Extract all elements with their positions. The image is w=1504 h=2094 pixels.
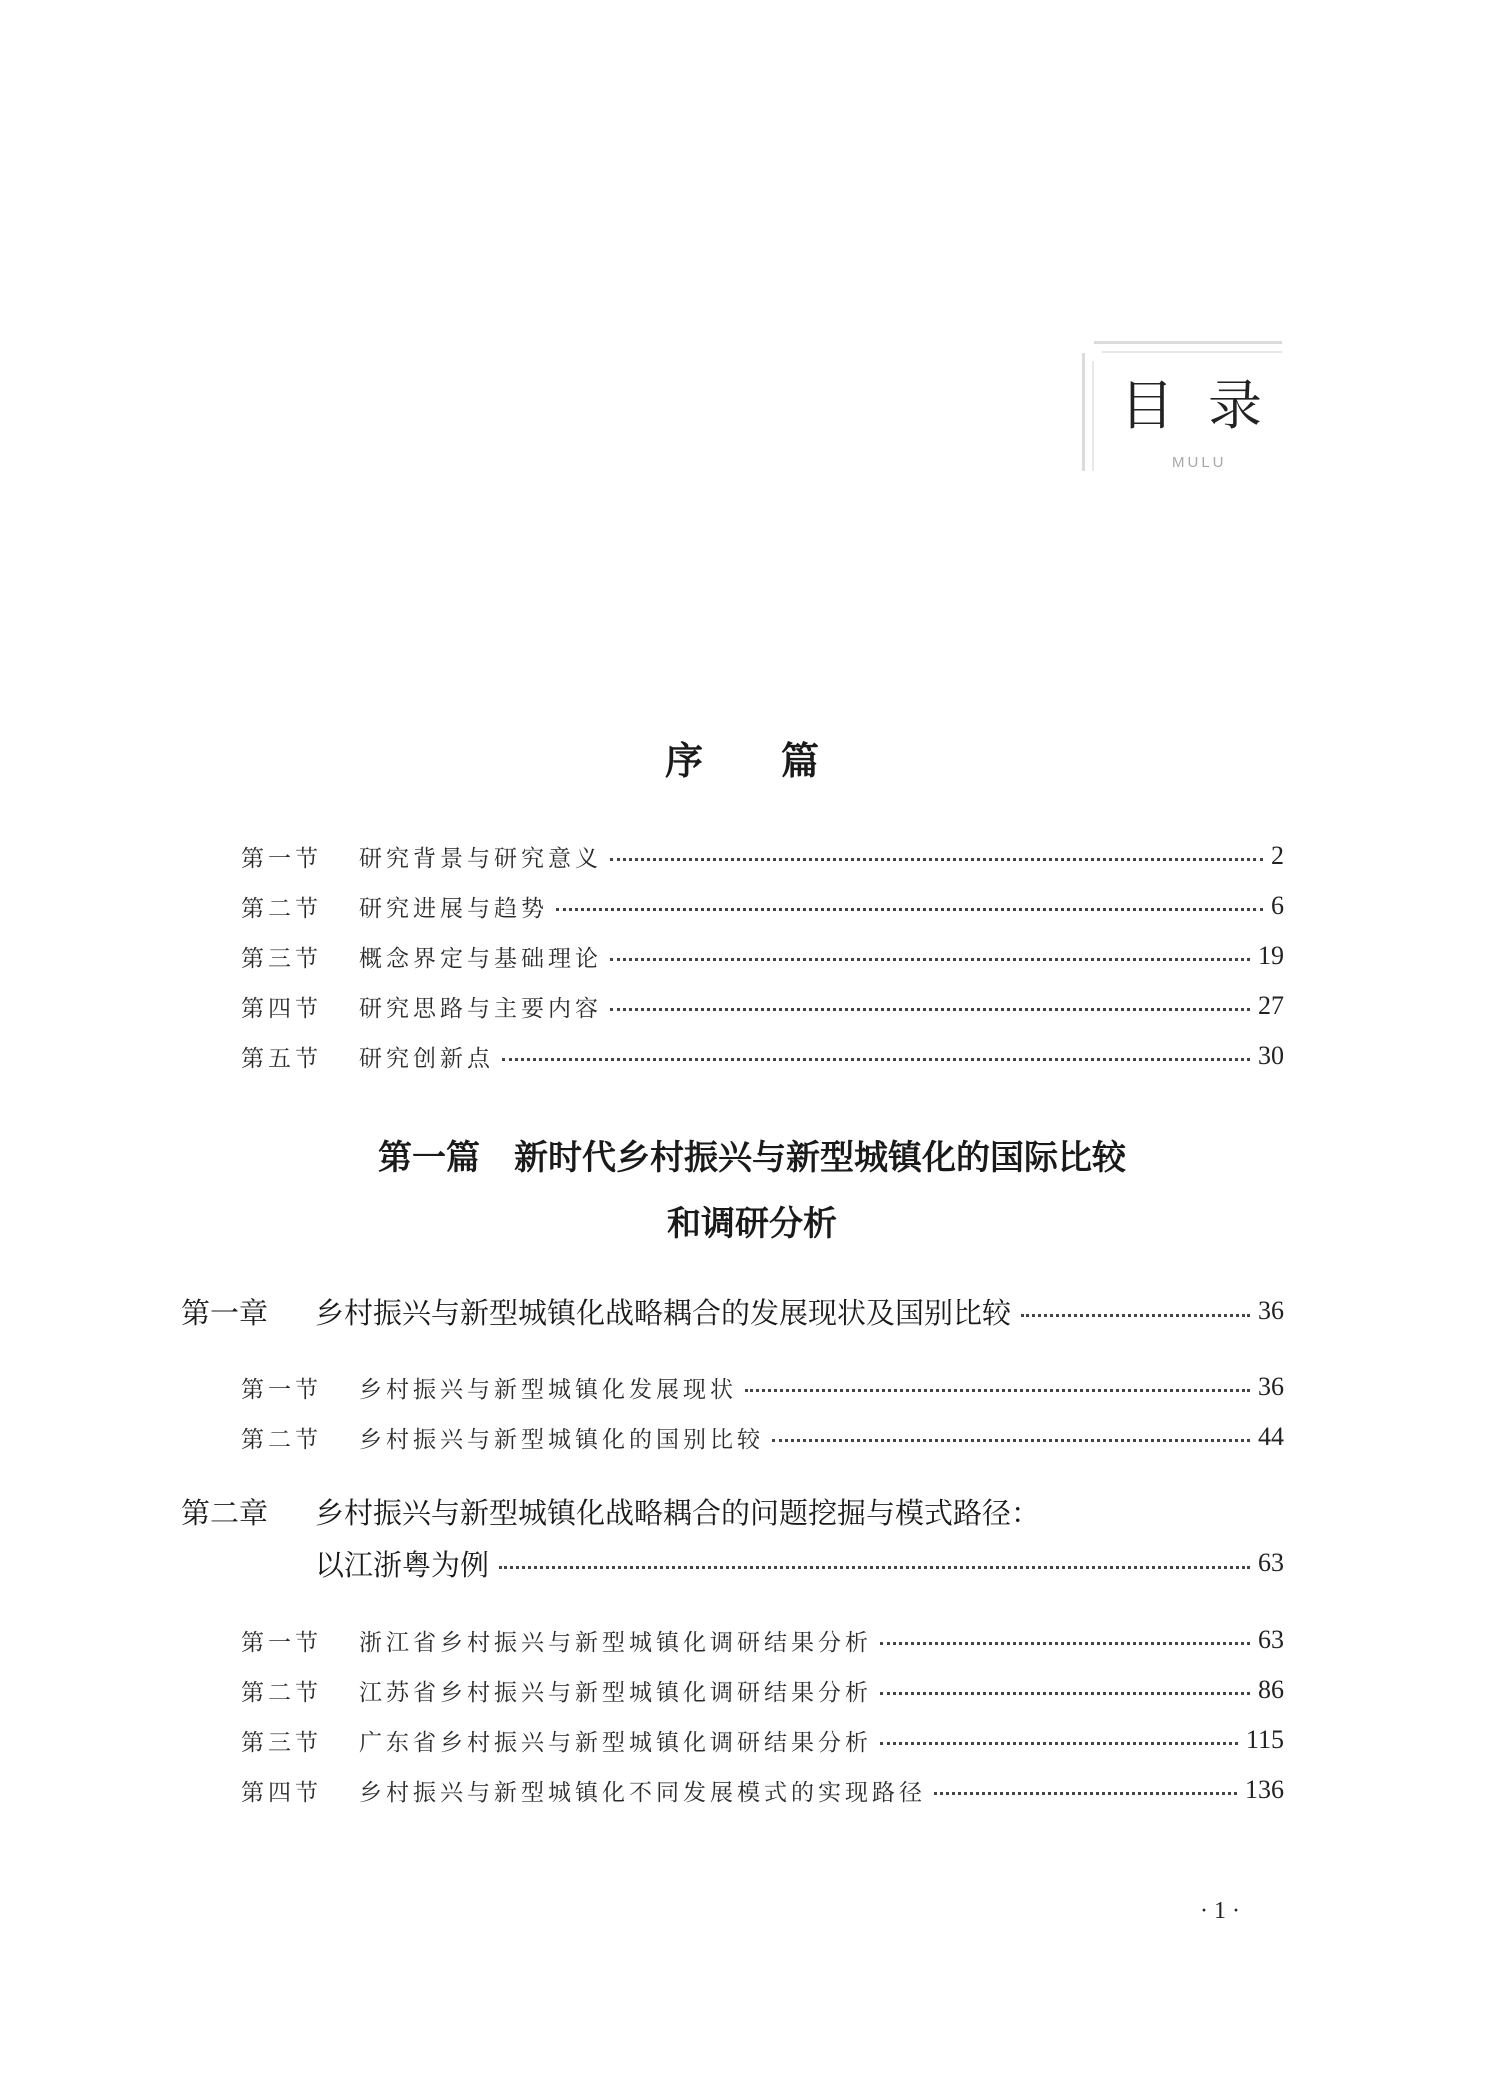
section-title: 概念界定与基础理论 xyxy=(359,945,602,972)
section-number: 第四节 xyxy=(241,1779,322,1806)
page-number: 27 xyxy=(1258,991,1284,1020)
footer-page-number: · 1 · xyxy=(1200,1898,1240,1924)
page-number: 19 xyxy=(1258,941,1284,970)
toc-entry[interactable] xyxy=(241,1670,1284,1710)
chapter-title: 乡村振兴与新型城镇化战略耦合的问题挖掘与模式路径： xyxy=(315,1495,1041,1530)
chapter-title-continued: 以江浙粤为例 xyxy=(315,1547,490,1582)
section-number: 第一节 xyxy=(241,1629,322,1656)
section-title: 江苏省乡村振兴与新型城镇化调研结果分析 xyxy=(359,1679,872,1706)
section-title: 浙江省乡村振兴与新型城镇化调研结果分析 xyxy=(359,1629,872,1656)
toc-entry[interactable] xyxy=(241,1770,1284,1810)
page-subtitle: MULU xyxy=(1172,454,1227,471)
page-number: 30 xyxy=(1258,1041,1284,1070)
page-number: 36 xyxy=(1258,1296,1284,1325)
part-title-line1: 第一篇 新时代乡村振兴与新型城镇化的国际比较 xyxy=(378,1138,1126,1178)
section-number: 第一节 xyxy=(241,1376,322,1403)
dot-leader xyxy=(610,958,1250,961)
section-title: 研究思路与主要内容 xyxy=(359,995,602,1022)
prologue-title: 序 篇 xyxy=(664,739,839,783)
chapter-entry-line2[interactable] xyxy=(315,1540,1284,1586)
header-frame-inner-top xyxy=(1102,351,1282,353)
dot-leader xyxy=(880,1642,1250,1645)
section-title: 乡村振兴与新型城镇化不同发展模式的实现路径 xyxy=(359,1779,926,1806)
page-number: 136 xyxy=(1245,1775,1284,1804)
dot-leader xyxy=(934,1792,1237,1795)
dot-leader xyxy=(502,1058,1250,1061)
page-title: 目录 xyxy=(1120,374,1296,437)
section-number: 第二节 xyxy=(241,895,322,922)
dot-leader xyxy=(556,908,1263,911)
page-number: 115 xyxy=(1245,1725,1284,1754)
section-number: 第二节 xyxy=(241,1426,322,1453)
section-title: 研究创新点 xyxy=(359,1045,494,1072)
section-title: 研究背景与研究意义 xyxy=(359,845,602,872)
toc-entry[interactable] xyxy=(241,1036,1284,1076)
toc-entry[interactable] xyxy=(241,1620,1284,1660)
section-number: 第四节 xyxy=(241,995,322,1022)
dot-leader xyxy=(880,1742,1238,1745)
header-frame-top xyxy=(1094,341,1282,344)
dot-leader xyxy=(499,1566,1250,1569)
dot-leader xyxy=(610,1008,1250,1011)
section-title: 乡村振兴与新型城镇化发展现状 xyxy=(359,1376,737,1403)
dot-leader xyxy=(745,1389,1250,1392)
part-title-line2: 和调研分析 xyxy=(667,1204,837,1244)
header-frame-inner-left xyxy=(1092,361,1094,471)
toc-header xyxy=(1082,341,1296,471)
toc-entry[interactable] xyxy=(241,986,1284,1026)
page-number: 2 xyxy=(1271,841,1284,870)
header-frame-left xyxy=(1082,353,1085,471)
toc-entry[interactable] xyxy=(241,886,1284,926)
section-number: 第三节 xyxy=(241,1729,322,1756)
section-title: 广东省乡村振兴与新型城镇化调研结果分析 xyxy=(359,1729,872,1756)
chapter-number: 第二章 xyxy=(181,1495,269,1530)
page-number: 63 xyxy=(1258,1625,1284,1654)
chapter-number: 第一章 xyxy=(181,1295,269,1330)
chapter-entry-line1[interactable] xyxy=(181,1488,1284,1534)
page-number: 36 xyxy=(1258,1372,1284,1401)
dot-leader xyxy=(772,1439,1250,1442)
chapter-entry[interactable] xyxy=(181,1288,1284,1334)
dot-leader xyxy=(610,858,1263,861)
section-title: 研究进展与趋势 xyxy=(359,895,548,922)
page-number: 86 xyxy=(1258,1675,1284,1704)
chapter-title: 乡村振兴与新型城镇化战略耦合的发展现状及国别比较 xyxy=(315,1295,1012,1330)
section-number: 第一节 xyxy=(241,845,322,872)
toc-entry[interactable] xyxy=(241,836,1284,876)
dot-leader xyxy=(1021,1314,1250,1317)
dot-leader xyxy=(880,1692,1250,1695)
section-title: 乡村振兴与新型城镇化的国别比较 xyxy=(359,1426,764,1453)
toc-entry[interactable] xyxy=(241,936,1284,976)
section-number: 第三节 xyxy=(241,945,322,972)
section-number: 第二节 xyxy=(241,1679,322,1706)
page-number: 63 xyxy=(1258,1548,1284,1577)
toc-entry[interactable] xyxy=(241,1367,1284,1407)
toc-entry[interactable] xyxy=(241,1417,1284,1457)
page-number: 6 xyxy=(1271,891,1284,920)
page-number: 44 xyxy=(1258,1422,1284,1451)
section-number: 第五节 xyxy=(241,1045,322,1072)
toc-entry[interactable] xyxy=(241,1720,1284,1760)
